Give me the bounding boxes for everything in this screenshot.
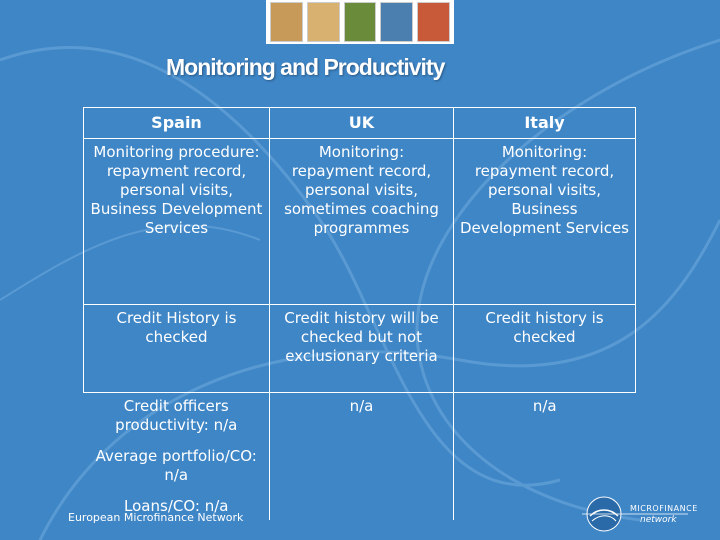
comparison-table bbox=[83, 107, 636, 520]
header-photo-strip bbox=[266, 0, 454, 44]
table-row-credit-history bbox=[84, 305, 636, 393]
cell-text: Credit history is checked bbox=[485, 309, 604, 346]
photo-1 bbox=[270, 2, 303, 42]
cell-text: Credit officers productivity: n/a bbox=[115, 397, 238, 434]
cell-text: Monitoring: repayment record, personal visits, Business Development Services bbox=[460, 143, 629, 237]
cell-text: Loans/CO: n/a bbox=[124, 497, 229, 515]
table-cell bbox=[454, 305, 636, 393]
header-italy: Italy bbox=[454, 108, 636, 139]
table-cell bbox=[84, 393, 270, 521]
photo-3 bbox=[344, 2, 377, 42]
cell-text: Credit history will be checked but not exclusionary criteria bbox=[284, 309, 439, 365]
footer-text: European Microfinance Network bbox=[68, 511, 244, 524]
cell-text: Average portfolio/CO: n/a bbox=[95, 447, 257, 484]
table-row-productivity bbox=[84, 393, 636, 521]
logo-text-network: network bbox=[640, 515, 677, 525]
table-cell bbox=[270, 305, 454, 393]
cell-text: n/a bbox=[532, 397, 557, 415]
photo-4 bbox=[380, 2, 413, 42]
cell-text: Credit History is checked bbox=[116, 309, 237, 346]
emn-logo-icon bbox=[580, 494, 690, 534]
header-spain: Spain bbox=[84, 108, 270, 139]
slide-title: Monitoring and Productivity bbox=[166, 54, 445, 80]
table-cell bbox=[84, 139, 270, 305]
table-cell bbox=[270, 139, 454, 305]
table-cell bbox=[84, 305, 270, 393]
table-row-monitoring bbox=[84, 139, 636, 305]
logo-text-microfinance: MICROFINANCE bbox=[630, 504, 698, 513]
cell-text: n/a bbox=[349, 397, 374, 415]
photo-5 bbox=[417, 2, 450, 42]
cell-text: Monitoring: repayment record, personal visits, sometimes coaching programmes bbox=[284, 143, 439, 237]
header-uk: UK bbox=[270, 108, 454, 139]
table-cell bbox=[270, 393, 454, 521]
cell-text: Monitoring procedure: repayment record, personal visits, Business Development Services bbox=[90, 143, 263, 237]
photo-2 bbox=[307, 2, 340, 42]
table-cell bbox=[454, 139, 636, 305]
header-row bbox=[84, 108, 636, 139]
